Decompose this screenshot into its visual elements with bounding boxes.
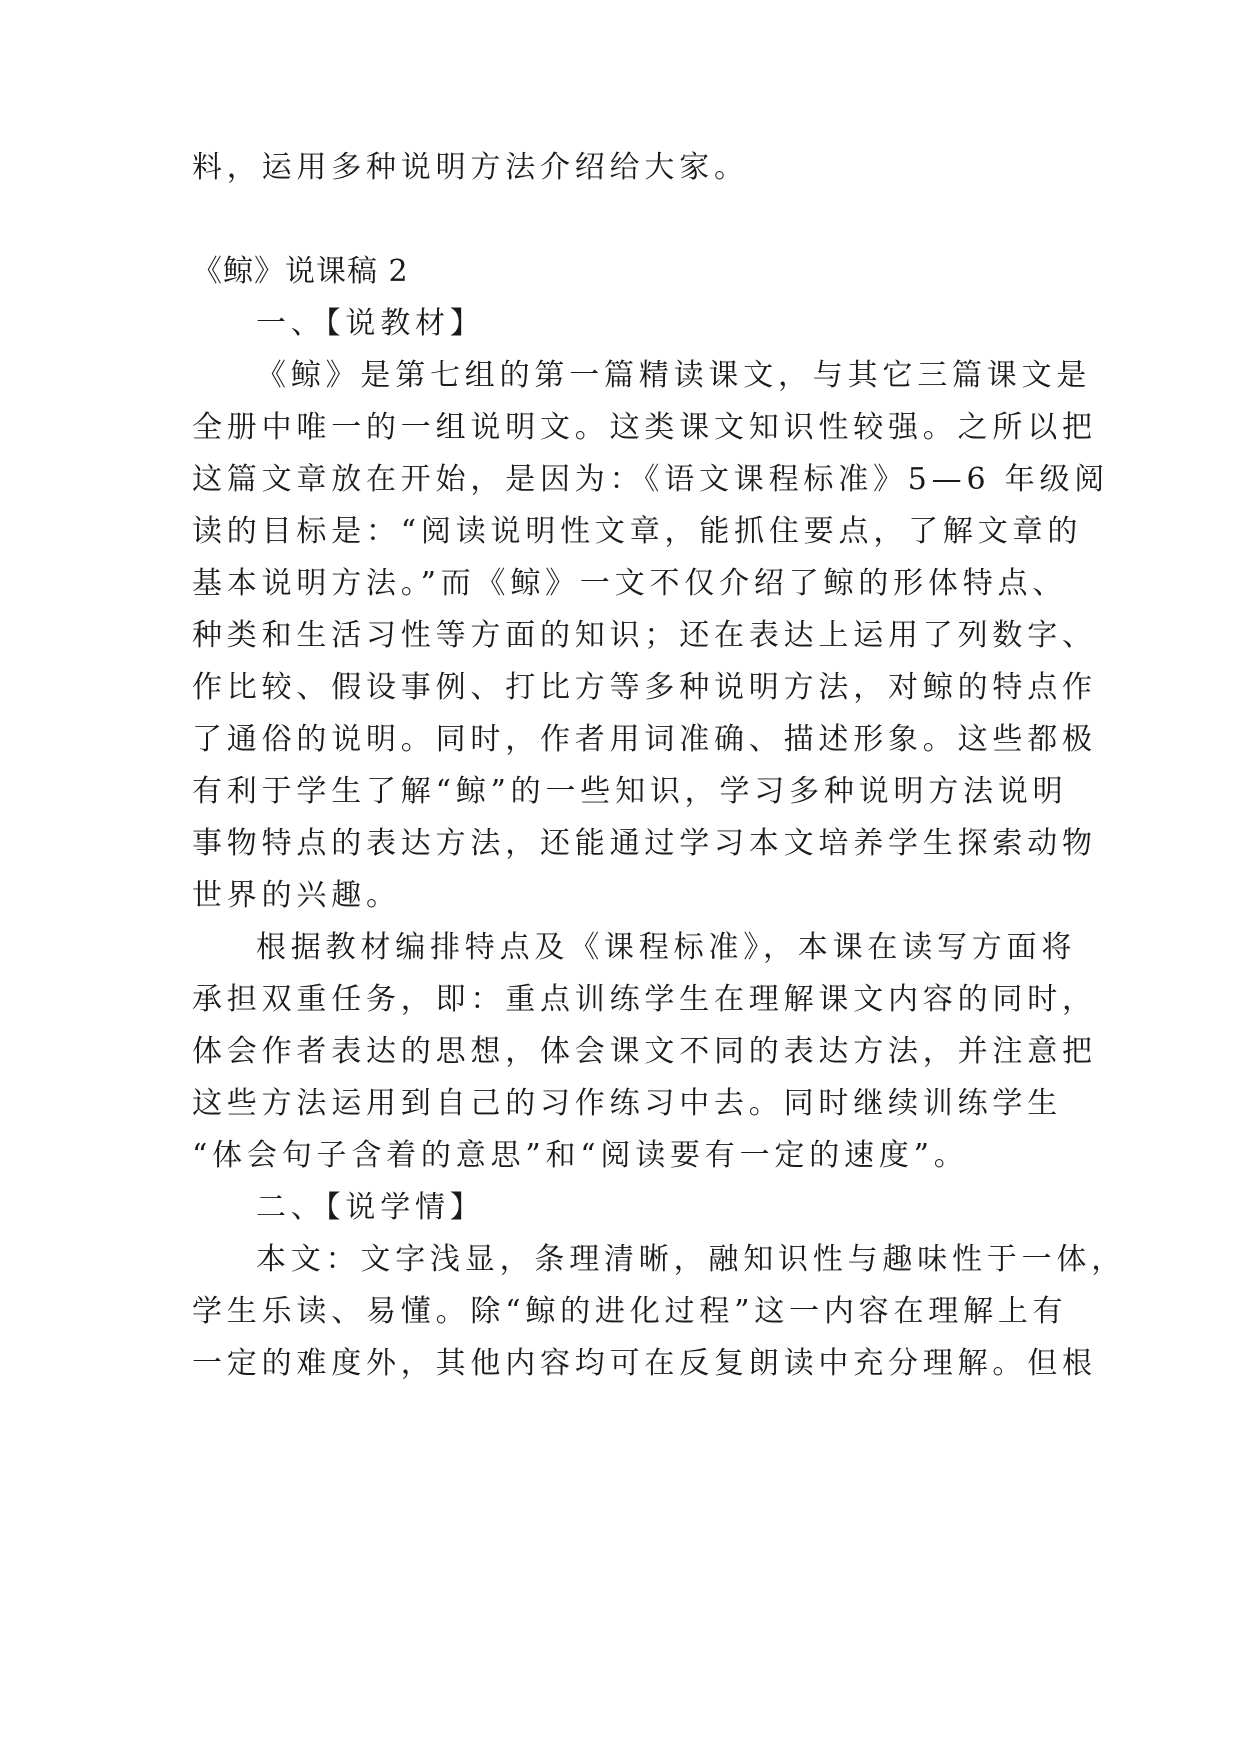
text-line: 本文：文字浅显，条理清晰，融知识性与趣味性于一体， — [256, 1242, 1126, 1277]
text-line: 作比较、假设事例、打比方等多种说明方法，对鲸的特点作 — [192, 670, 1097, 705]
text-line: 一定的难度外，其他内容均可在反复朗读中充分理解。但根 — [192, 1346, 1097, 1381]
text-line: 根据教材编排特点及《课程标准》，本课在读写方面将 — [256, 930, 1077, 965]
heading-teaching-material: 一、【说教材】 — [256, 306, 485, 341]
section-title: 《鲸》说课稿 2 — [192, 254, 409, 289]
text-line: 了通俗的说明。同时，作者用词准确、描述形象。这些都极 — [192, 722, 1097, 757]
text-line: 世界的兴趣。 — [192, 878, 401, 913]
heading-student-analysis: 二、【说学情】 — [256, 1190, 485, 1225]
text-line: 全册中唯一的一组说明文。这类课文知识性较强。之所以把 — [192, 410, 1097, 445]
text-line: 料，运用多种说明方法介绍给大家。 — [192, 150, 749, 185]
text-line: 基本说明方法。”而《鲸》一文不仅介绍了鲸的形体特点、 — [192, 566, 1068, 601]
text-line: 读的目标是：“阅读说明性文章，能抓住要点，了解文章的 — [192, 514, 1083, 549]
text-line: 这篇文章放在开始，是因为：《语文课程标准》5—6 年级阅 — [192, 462, 1110, 497]
text-line: 有利于学生了解“鲸”的一些知识，学习多种说明方法说明 — [192, 774, 1068, 809]
text-line: 这些方法运用到自己的习作练习中去。同时继续训练学生 — [192, 1086, 1062, 1121]
text-line: 体会作者表达的思想，体会课文不同的表达方法，并注意把 — [192, 1034, 1097, 1069]
text-line: 学生乐读、易懂。除“鲸的进化过程”这一内容在理解上有 — [192, 1294, 1068, 1329]
text-line: 承担双重任务，即：重点训练学生在理解课文内容的同时， — [192, 982, 1097, 1017]
text-line: 《鲸》是第七组的第一篇精读课文，与其它三篇课文是 — [256, 358, 1092, 393]
text-line: 种类和生活习性等方面的知识；还在表达上运用了列数字、 — [192, 618, 1097, 653]
text-line: “体会句子含着的意思”和“阅读要有一定的速度”。 — [192, 1138, 969, 1173]
text-line: 事物特点的表达方法，还能通过学习本文培养学生探索动物 — [192, 826, 1097, 861]
